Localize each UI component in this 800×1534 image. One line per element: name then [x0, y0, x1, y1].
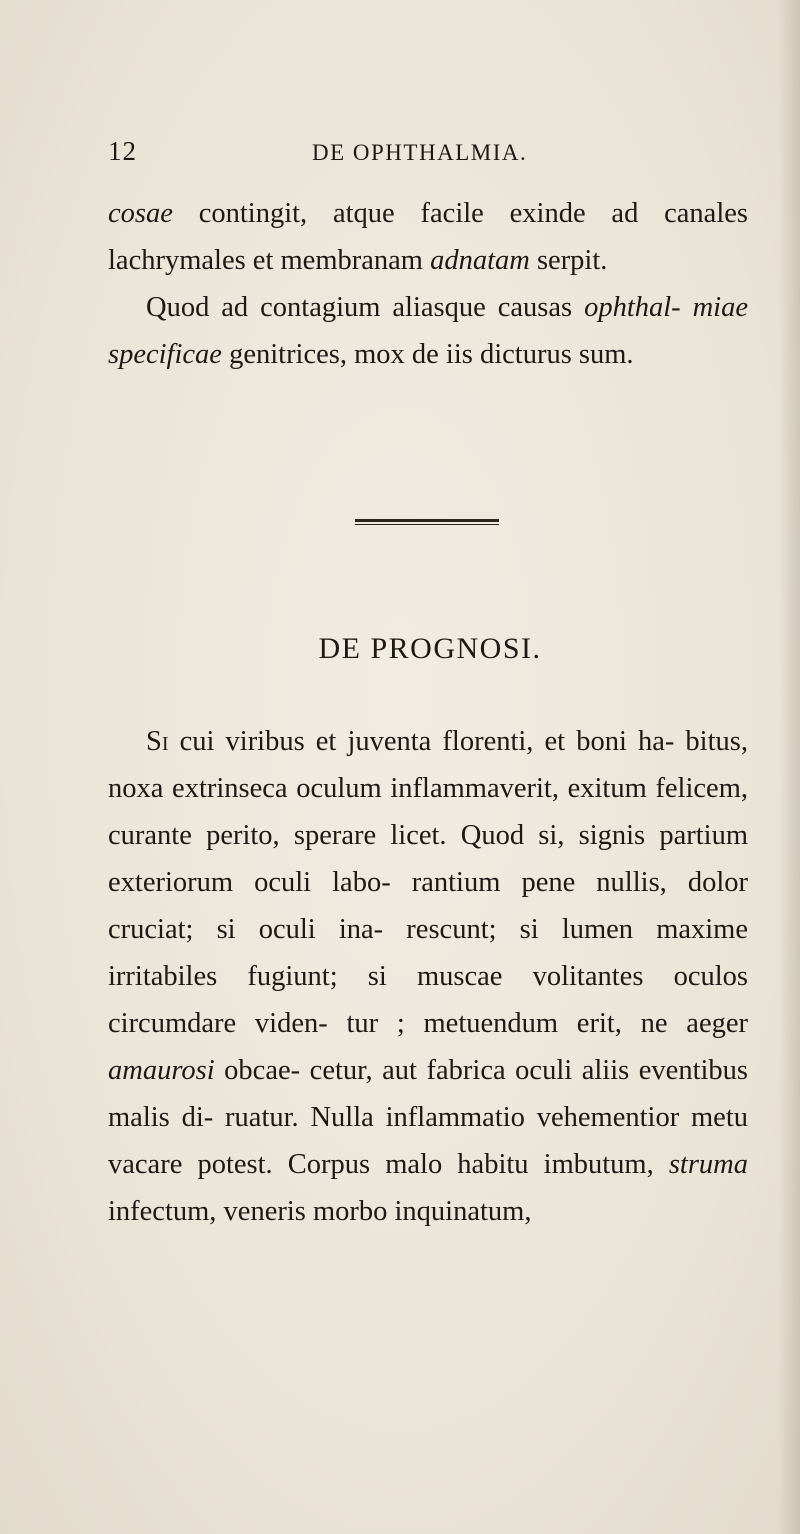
paragraph-text-end: genitrices, mox de iis dicturus sum.: [221, 339, 634, 370]
italic-word: amaurosi: [108, 1055, 215, 1086]
section-heading: DE PROGNOSI.: [318, 632, 542, 665]
continuation-text-end: serpit.: [529, 245, 608, 276]
top-text-block: [108, 190, 748, 378]
italic-word: cosae: [108, 198, 173, 229]
italic-phrase: ophthal- miae specificae: [108, 292, 748, 370]
continuation-paragraph: [108, 190, 748, 284]
prognosis-text-block: [108, 718, 748, 1235]
page-header: [108, 136, 708, 176]
paragraph-text: Quod ad contagium aliasque causas: [146, 292, 585, 323]
running-head: DE OPHTHALMIA.: [312, 140, 528, 165]
paragraph-text-end: infectum, veneris morbo inquinatum,: [108, 1196, 532, 1227]
contagium-paragraph: [108, 284, 748, 378]
italic-word: struma: [668, 1149, 748, 1180]
paragraph-text: obcae- cetur, aut fabrica oculi aliis eventibus malis di- ruatur. Nulla inflammatio vehementior metu vacare potest. Corpus malo habitu imbutum,: [108, 1055, 748, 1180]
prognosis-paragraph: [108, 718, 748, 1235]
divider-thin-line: [355, 524, 499, 525]
divider-thick-line: [355, 519, 499, 522]
page-number: 12: [108, 136, 137, 166]
initial-word: Si: [146, 726, 169, 757]
page-edge-shadow: [778, 0, 800, 1534]
continuation-text: contingit, atque facile exinde ad canales lachrymales et membranam: [108, 198, 748, 276]
section-divider: [355, 519, 499, 527]
paragraph-text: cui viribus et juventa florenti, et boni ha- bitus, noxa extrinseca oculum inflammaverit, exitum felicem, curante perito, sperare licet. Quod si, signis partium exteriorum oculi labo- rantium pene nullis, dolor cruciat; si oculi ina- rescunt; si lumen maxime irritabiles fugiunt; si muscae volitantes oculos circumdare viden- tur ; metuendum erit, ne aeger: [108, 726, 748, 1039]
italic-word: adnatam: [430, 245, 530, 276]
